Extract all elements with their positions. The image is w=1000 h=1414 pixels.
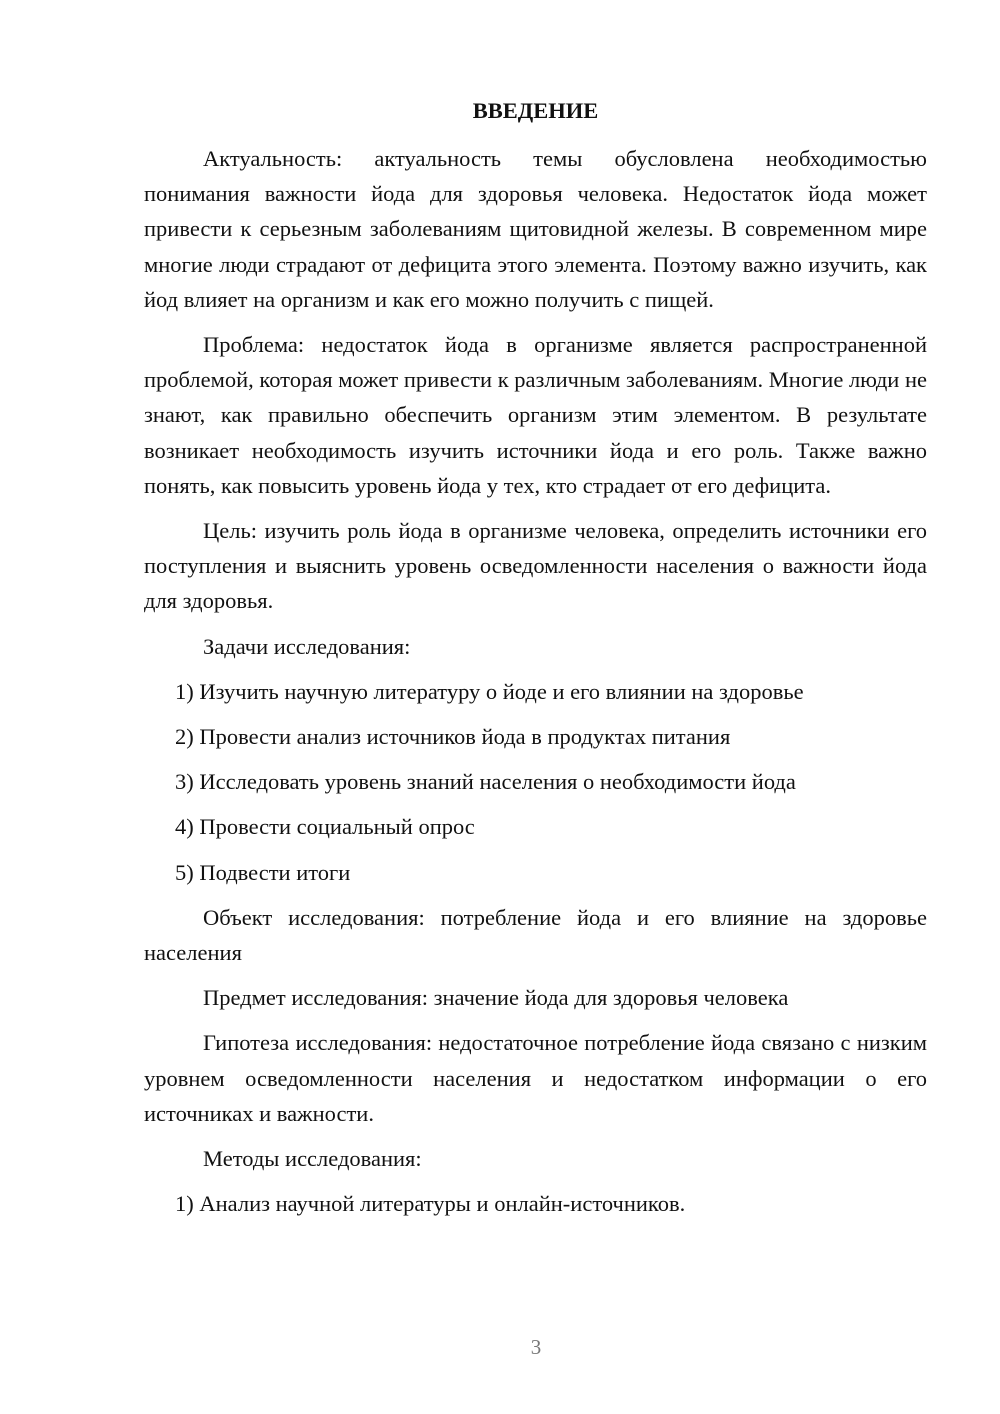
method-item: 1) Анализ научной литературы и онлайн-источников. <box>175 1191 686 1217</box>
task-item: 4) Провести социальный опрос <box>175 814 475 840</box>
task-item: 3) Исследовать уровень знаний населения о необходимости йода <box>175 769 796 795</box>
methods-label: Методы исследования: <box>203 1146 422 1172</box>
task-item: 2) Провести анализ источников йода в продуктах питания <box>175 724 731 750</box>
relevance-paragraph: Актуальность: актуальность темы обусловлена необходимостью понимания важности йода для здоровья человека. Недостаток йода может привести к серьезным заболеваниям щитовидной железы. В современном мире многие люди страдают от дефицита этого элемента. Поэтому важно изучить, как йод влияет на организм и как его можно получить с пищей. <box>144 146 927 312</box>
methods-list <box>144 1186 927 1221</box>
tasks-label: Задачи исследования: <box>203 633 411 659</box>
hypothesis-paragraph: Гипотеза исследования: недостаточное потребление йода связано с низким уровнем осведомленности населения и недостатком информации о его источниках и важности. <box>144 1030 927 1126</box>
page-body <box>144 94 927 1221</box>
object-paragraph: Объект исследования: потребление йода и его влияние на здоровье населения <box>144 904 927 966</box>
subject-paragraph: Предмет исследования: значение йода для здоровья человека <box>203 985 789 1011</box>
page-number: 3 <box>530 1335 542 1359</box>
task-item: 5) Подвести итоги <box>175 859 351 885</box>
task-item: 1) Изучить научную литературу о йоде и его влиянии на здоровье <box>175 678 804 704</box>
tasks-list <box>144 674 927 890</box>
problem-paragraph: Проблема: недостаток йода в организме является распространенной проблемой, которая может привести к различным заболеваниям. Многие люди не знают, как правильно обеспечить организм этим элементом. В результате возникает необходимость изучить источники йода и его роль. Также важно понять, как повысить уровень йода у тех, кто страдает от его дефицита. <box>144 332 927 498</box>
section-heading: ВВЕДЕНИЕ <box>472 98 599 123</box>
goal-paragraph: Цель: изучить роль йода в организме человека, определить источники его поступления и выяснить уровень осведомленности населения о важности йода для здоровья. <box>144 518 927 614</box>
